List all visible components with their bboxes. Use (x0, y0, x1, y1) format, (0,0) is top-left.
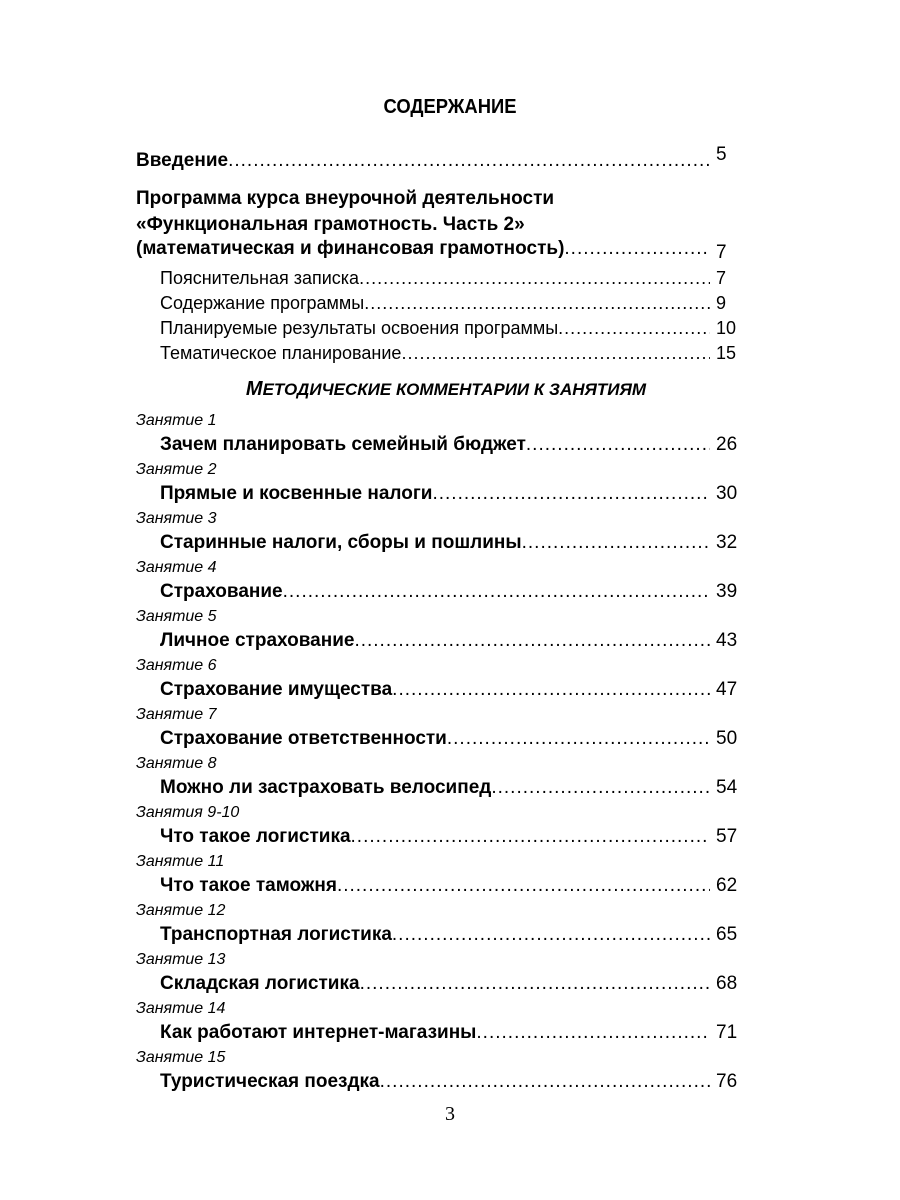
leader-dots (526, 434, 710, 456)
lesson-title: Туристическая поездка (160, 1071, 380, 1092)
page-title: СОДЕРЖАНИЕ (383, 96, 517, 118)
toc-lesson-entry[interactable] (160, 630, 746, 652)
section-heading-text: ЕТОДИЧЕСКИЕ КОММЕНТАРИИ К ЗАНЯТИЯМ (262, 380, 647, 399)
leader-dots (447, 728, 710, 750)
toc-page-number: 32 (716, 532, 738, 553)
leader-dots (392, 679, 710, 701)
toc-subentry-label: Пояснительная записка (160, 268, 360, 288)
toc-entry-label: (математическая и финансовая грамотность) (136, 238, 565, 259)
toc-subentry-label: Содержание программы (160, 293, 365, 313)
lesson-tag: Занятие 4 (136, 559, 217, 576)
toc-lesson-entry[interactable] (160, 1022, 746, 1044)
toc-page-number: 26 (716, 434, 738, 455)
leader-dots (392, 924, 710, 946)
lesson-tag: Занятие 13 (136, 951, 226, 968)
lesson-title: Транспортная логистика (160, 924, 392, 945)
leader-dots (558, 318, 710, 339)
lesson-title: Можно ли застраховать велосипед (160, 777, 492, 798)
leader-dots (228, 150, 710, 172)
toc-page-number: 62 (716, 875, 738, 896)
lesson-tag: Занятие 5 (136, 608, 217, 625)
lesson-title: Зачем планировать семейный бюджет (160, 434, 526, 455)
leader-dots (354, 630, 710, 652)
toc-page-number: 7 (716, 268, 727, 288)
toc-page-number: 76 (716, 1071, 738, 1092)
lesson-title: Страхование имущества (160, 679, 393, 700)
leader-dots (401, 343, 710, 364)
lesson-tag: Занятие 15 (136, 1049, 226, 1066)
toc-page-number: 5 (716, 144, 727, 165)
toc-page-number: 50 (716, 728, 738, 749)
toc-subentry[interactable] (160, 268, 746, 289)
leader-dots (360, 973, 710, 995)
toc-page-number: 71 (716, 1022, 738, 1043)
leader-dots (564, 238, 710, 260)
toc-lesson-entry[interactable] (160, 1071, 746, 1093)
toc-lesson-entry[interactable] (160, 777, 746, 799)
toc-subentry-label: Тематическое планирование (160, 343, 402, 363)
lesson-title: Складская логистика (160, 973, 360, 994)
lesson-tag: Занятие 12 (136, 902, 226, 919)
toc-page-number: 47 (716, 679, 738, 700)
toc-page-number: 30 (716, 483, 738, 504)
lesson-title: Личное страхование (160, 630, 355, 651)
leader-dots (337, 875, 710, 897)
toc-lesson-entry[interactable] (160, 679, 746, 701)
leader-dots (432, 483, 710, 505)
leader-dots (359, 268, 710, 289)
toc-lesson-entry[interactable] (160, 728, 746, 750)
toc-entry-program-line-1[interactable]: Программа курса внеурочной деятельности (136, 188, 555, 209)
leader-dots (380, 1071, 710, 1093)
toc-lesson-entry[interactable] (160, 924, 746, 946)
toc-lesson-entry[interactable] (160, 973, 746, 995)
section-heading (136, 378, 756, 401)
lesson-title: Что такое таможня (160, 875, 337, 896)
toc-page-number: 65 (716, 924, 738, 945)
toc-lesson-entry[interactable] (160, 875, 746, 897)
leader-dots (522, 532, 710, 554)
toc-subentry[interactable] (160, 343, 746, 364)
lesson-title: Страхование ответственности (160, 728, 447, 749)
lesson-title: Страхование (160, 581, 283, 602)
section-heading-initial: М (245, 378, 263, 400)
lesson-tag: Занятие 2 (136, 461, 217, 478)
lesson-tag: Занятие 11 (136, 853, 225, 870)
toc-subentry[interactable] (160, 293, 746, 314)
toc-lesson-entry[interactable] (160, 434, 746, 456)
lesson-tag: Занятие 3 (136, 510, 217, 527)
lesson-tag: Занятие 7 (136, 706, 217, 723)
toc-entry-program[interactable] (136, 238, 746, 263)
toc-entry-program-line-2[interactable]: «Функциональная грамотность. Часть 2» (136, 214, 525, 235)
toc-page-number: 68 (716, 973, 738, 994)
toc-lesson-entry[interactable] (160, 483, 746, 505)
lesson-tag: Занятие 1 (136, 412, 217, 429)
toc-subentry[interactable] (160, 318, 746, 339)
toc-page-number: 54 (716, 777, 738, 798)
toc-page-number: 39 (716, 581, 738, 602)
lesson-title: Что такое логистика (160, 826, 351, 847)
toc-entry-intro[interactable] (136, 144, 746, 172)
lesson-tag: Занятие 14 (136, 1000, 226, 1017)
lesson-title: Как работают интернет-магазины (160, 1022, 477, 1043)
lesson-tag: Занятия 9-10 (136, 804, 240, 821)
toc-subentry-label: Планируемые результаты освоения программы (160, 318, 559, 338)
toc-lesson-entry[interactable] (160, 581, 746, 603)
toc-page-number: 43 (716, 630, 738, 651)
lesson-tag: Занятие 6 (136, 657, 217, 674)
leader-dots (351, 826, 710, 848)
toc-page-number: 57 (716, 826, 738, 847)
toc-lesson-entry[interactable] (160, 826, 746, 848)
lesson-title: Прямые и косвенные налоги (160, 483, 433, 504)
lesson-title: Старинные налоги, сборы и пошлины (160, 532, 522, 553)
toc-page-number: 7 (716, 242, 727, 263)
leader-dots (283, 581, 710, 603)
page-folio-number: 3 (445, 1103, 455, 1125)
leader-dots (364, 293, 710, 314)
lesson-tag: Занятие 8 (136, 755, 217, 772)
toc-page-number: 9 (716, 293, 727, 313)
leader-dots (491, 777, 710, 799)
toc-entry-label: Введение (136, 150, 229, 171)
toc-page-number: 10 (716, 318, 737, 338)
leader-dots (476, 1022, 710, 1044)
toc-lesson-entry[interactable] (160, 532, 746, 554)
toc-page-number: 15 (716, 343, 737, 363)
